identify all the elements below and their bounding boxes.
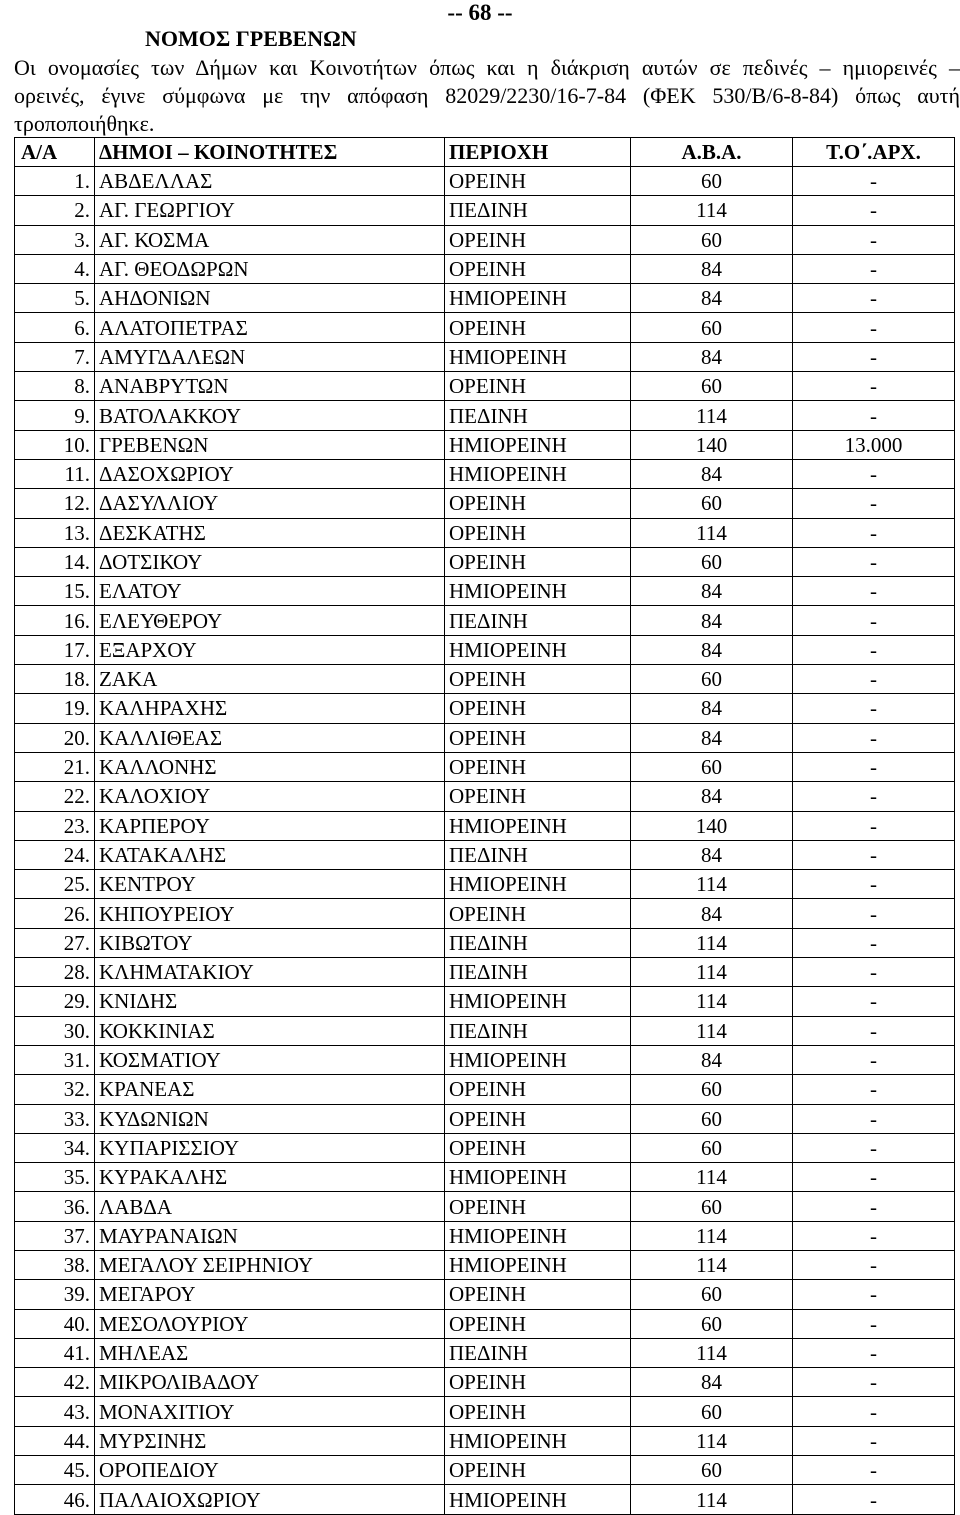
row-number: 34. <box>15 1133 95 1162</box>
toarch-value: - <box>793 489 955 518</box>
row-number: 19. <box>15 694 95 723</box>
area-type: ΟΡΕΙΝΗ <box>445 372 631 401</box>
aba-value: 60 <box>631 489 793 518</box>
area-type: ΟΡΕΙΝΗ <box>445 782 631 811</box>
area-type: ΟΡΕΙΝΗ <box>445 225 631 254</box>
municipality-name: ΑΒΔΕΛΛΑΣ <box>95 167 445 196</box>
municipality-name: ΒΑΤΟΛΑΚΚΟΥ <box>95 401 445 430</box>
municipality-name: ΖΑΚΑ <box>95 665 445 694</box>
aba-value: 114 <box>631 1426 793 1455</box>
aba-value: 60 <box>631 1192 793 1221</box>
toarch-value: - <box>793 313 955 342</box>
municipality-name: ΚΝΙΔΗΣ <box>95 987 445 1016</box>
area-type: ΟΡΕΙΝΗ <box>445 1368 631 1397</box>
intro-paragraph <box>14 54 960 138</box>
table-row <box>15 928 955 957</box>
row-number: 5. <box>15 284 95 313</box>
table-row <box>15 372 955 401</box>
page-number: -- 68 -- <box>447 0 513 25</box>
row-number: 22. <box>15 782 95 811</box>
toarch-value: - <box>793 723 955 752</box>
municipality-name: ΚΑΛΗΡΑΧΗΣ <box>95 694 445 723</box>
toarch-value: - <box>793 1163 955 1192</box>
table-row <box>15 987 955 1016</box>
area-type: ΠΕΔΙΝΗ <box>445 928 631 957</box>
header-area: ΠΕΡΙΟΧΗ <box>445 138 631 167</box>
row-number: 28. <box>15 958 95 987</box>
row-number: 3. <box>15 225 95 254</box>
row-number: 8. <box>15 372 95 401</box>
toarch-value: - <box>793 342 955 371</box>
aba-value: 114 <box>631 1016 793 1045</box>
area-type: ΟΡΕΙΝΗ <box>445 1075 631 1104</box>
table-row <box>15 811 955 840</box>
aba-value: 114 <box>631 958 793 987</box>
area-type: ΟΡΕΙΝΗ <box>445 1192 631 1221</box>
municipality-name: ΑΜΥΓΔΑΛΕΩΝ <box>95 342 445 371</box>
toarch-value: - <box>793 1016 955 1045</box>
municipality-name: ΔΟΤΣΙΚΟΥ <box>95 547 445 576</box>
area-type: ΠΕΔΙΝΗ <box>445 606 631 635</box>
row-number: 16. <box>15 606 95 635</box>
aba-value: 114 <box>631 401 793 430</box>
table-row <box>15 1309 955 1338</box>
table-row <box>15 1221 955 1250</box>
table-row <box>15 1250 955 1279</box>
table-row <box>15 899 955 928</box>
municipality-name: ΟΡΟΠΕΔΙΟΥ <box>95 1456 445 1485</box>
municipality-name: ΚΑΡΠΕΡΟΥ <box>95 811 445 840</box>
row-number: 29. <box>15 987 95 1016</box>
table-row <box>15 752 955 781</box>
toarch-value: - <box>793 899 955 928</box>
toarch-value: - <box>793 606 955 635</box>
area-type: ΟΡΕΙΝΗ <box>445 1104 631 1133</box>
row-number: 24. <box>15 840 95 869</box>
area-type: ΟΡΕΙΝΗ <box>445 489 631 518</box>
toarch-value: - <box>793 254 955 283</box>
area-type: ΟΡΕΙΝΗ <box>445 899 631 928</box>
toarch-value: - <box>793 196 955 225</box>
row-number: 10. <box>15 430 95 459</box>
aba-value: 84 <box>631 1045 793 1074</box>
aba-value: 60 <box>631 1309 793 1338</box>
toarch-value: - <box>793 1338 955 1367</box>
aba-value: 140 <box>631 811 793 840</box>
table-row <box>15 782 955 811</box>
table-row <box>15 1280 955 1309</box>
header-municipalities: ΔΗΜΟΙ – ΚΟΙΝΟΤΗΤΕΣ <box>95 138 445 167</box>
area-type: ΗΜΙΟΡΕΙΝΗ <box>445 1485 631 1514</box>
area-type: ΗΜΙΟΡΕΙΝΗ <box>445 1221 631 1250</box>
toarch-value: - <box>793 372 955 401</box>
aba-value: 60 <box>631 372 793 401</box>
area-type: ΠΕΔΙΝΗ <box>445 958 631 987</box>
aba-value: 84 <box>631 254 793 283</box>
aba-value: 60 <box>631 167 793 196</box>
aba-value: 60 <box>631 752 793 781</box>
aba-value: 114 <box>631 1338 793 1367</box>
aba-value: 114 <box>631 928 793 957</box>
row-number: 23. <box>15 811 95 840</box>
aba-value: 60 <box>631 1456 793 1485</box>
row-number: 4. <box>15 254 95 283</box>
row-number: 9. <box>15 401 95 430</box>
row-number: 42. <box>15 1368 95 1397</box>
toarch-value: - <box>793 1192 955 1221</box>
table-row <box>15 1045 955 1074</box>
table-row <box>15 1133 955 1162</box>
toarch-value: - <box>793 1133 955 1162</box>
area-type: ΗΜΙΟΡΕΙΝΗ <box>445 1250 631 1279</box>
municipality-name: ΜΕΣΟΛΟΥΡΙΟΥ <box>95 1309 445 1338</box>
toarch-value: - <box>793 840 955 869</box>
toarch-value: - <box>793 1280 955 1309</box>
header-aba: Α.Β.Α. <box>631 138 793 167</box>
area-type: ΗΜΙΟΡΕΙΝΗ <box>445 430 631 459</box>
row-number: 27. <box>15 928 95 957</box>
aba-value: 114 <box>631 196 793 225</box>
municipality-name: ΔΑΣΥΛΛΙΟΥ <box>95 489 445 518</box>
toarch-value: - <box>793 782 955 811</box>
aba-value: 84 <box>631 1368 793 1397</box>
municipality-name: ΜΙΚΡΟΛΙΒΑΔΟΥ <box>95 1368 445 1397</box>
table-row <box>15 635 955 664</box>
toarch-value: - <box>793 635 955 664</box>
row-number: 13. <box>15 518 95 547</box>
table-row <box>15 284 955 313</box>
area-type: ΗΜΙΟΡΕΙΝΗ <box>445 1426 631 1455</box>
area-type: ΟΡΕΙΝΗ <box>445 752 631 781</box>
municipality-name: ΜΗΛΕΑΣ <box>95 1338 445 1367</box>
table-row <box>15 665 955 694</box>
table-row <box>15 489 955 518</box>
table-row <box>15 694 955 723</box>
toarch-value: - <box>793 1368 955 1397</box>
table-row <box>15 342 955 371</box>
row-number: 36. <box>15 1192 95 1221</box>
area-type: ΟΡΕΙΝΗ <box>445 1280 631 1309</box>
area-type: ΗΜΙΟΡΕΙΝΗ <box>445 811 631 840</box>
aba-value: 60 <box>631 1280 793 1309</box>
table-row <box>15 518 955 547</box>
table-row <box>15 254 955 283</box>
area-type: ΟΡΕΙΝΗ <box>445 723 631 752</box>
aba-value: 84 <box>631 577 793 606</box>
aba-value: 60 <box>631 547 793 576</box>
toarch-value: - <box>793 1426 955 1455</box>
municipality-name: ΚΥΔΩΝΙΩΝ <box>95 1104 445 1133</box>
municipality-name: ΚΑΛΛΟΝΗΣ <box>95 752 445 781</box>
row-number: 31. <box>15 1045 95 1074</box>
municipality-name: ΚΑΤΑΚΑΛΗΣ <box>95 840 445 869</box>
municipality-name: ΛΑΒΔΑ <box>95 1192 445 1221</box>
municipality-name: ΑΓ. ΘΕΟΔΩΡΩΝ <box>95 254 445 283</box>
table-row <box>15 167 955 196</box>
row-number: 43. <box>15 1397 95 1426</box>
toarch-value: - <box>793 870 955 899</box>
row-number: 46. <box>15 1485 95 1514</box>
row-number: 11. <box>15 459 95 488</box>
municipality-name: ΓΡΕΒΕΝΩΝ <box>95 430 445 459</box>
row-number: 1. <box>15 167 95 196</box>
municipality-name: ΔΕΣΚΑΤΗΣ <box>95 518 445 547</box>
aba-value: 84 <box>631 723 793 752</box>
table-row <box>15 430 955 459</box>
aba-value: 114 <box>631 1221 793 1250</box>
row-number: 21. <box>15 752 95 781</box>
aba-value: 84 <box>631 459 793 488</box>
row-number: 35. <box>15 1163 95 1192</box>
table-row <box>15 1163 955 1192</box>
municipality-name: ΑΗΔΟΝΙΩΝ <box>95 284 445 313</box>
intro-line-3: τροποποιήθηκε. <box>14 111 155 136</box>
toarch-value: - <box>793 1397 955 1426</box>
municipality-name: ΚΙΒΩΤΟΥ <box>95 928 445 957</box>
municipality-name: ΚΡΑΝΕΑΣ <box>95 1075 445 1104</box>
area-type: ΟΡΕΙΝΗ <box>445 694 631 723</box>
area-type: ΠΕΔΙΝΗ <box>445 196 631 225</box>
municipality-name: ΜΕΓΑΛΟΥ ΣΕΙΡΗΝΙΟΥ <box>95 1250 445 1279</box>
municipality-name: ΚΛΗΜΑΤΑΚΙΟΥ <box>95 958 445 987</box>
toarch-value: - <box>793 1485 955 1514</box>
row-number: 12. <box>15 489 95 518</box>
table-row <box>15 840 955 869</box>
toarch-value: - <box>793 1221 955 1250</box>
toarch-value: - <box>793 811 955 840</box>
aba-value: 84 <box>631 342 793 371</box>
aba-value: 84 <box>631 694 793 723</box>
toarch-value: - <box>793 928 955 957</box>
table-body <box>15 138 955 1515</box>
row-number: 15. <box>15 577 95 606</box>
area-type: ΠΕΔΙΝΗ <box>445 401 631 430</box>
municipality-name: ΕΛΑΤΟΥ <box>95 577 445 606</box>
table-row <box>15 1368 955 1397</box>
toarch-value: - <box>793 167 955 196</box>
table-row <box>15 401 955 430</box>
area-type: ΟΡΕΙΝΗ <box>445 167 631 196</box>
toarch-value: - <box>793 577 955 606</box>
municipality-name: ΕΞΑΡΧΟΥ <box>95 635 445 664</box>
toarch-value: - <box>793 958 955 987</box>
toarch-value: 13.000 <box>793 430 955 459</box>
municipality-name: ΜΥΡΣΙΝΗΣ <box>95 1426 445 1455</box>
row-number: 30. <box>15 1016 95 1045</box>
municipality-name: ΑΝΑΒΡΥΤΩΝ <box>95 372 445 401</box>
aba-value: 60 <box>631 1104 793 1133</box>
aba-value: 60 <box>631 225 793 254</box>
table-row <box>15 1016 955 1045</box>
row-number: 39. <box>15 1280 95 1309</box>
area-type: ΗΜΙΟΡΕΙΝΗ <box>445 284 631 313</box>
area-type: ΗΜΙΟΡΕΙΝΗ <box>445 635 631 664</box>
toarch-value: - <box>793 1309 955 1338</box>
aba-value: 60 <box>631 1133 793 1162</box>
row-number: 45. <box>15 1456 95 1485</box>
aba-value: 84 <box>631 606 793 635</box>
area-type: ΗΜΙΟΡΕΙΝΗ <box>445 342 631 371</box>
aba-value: 84 <box>631 284 793 313</box>
municipality-name: ΚΕΝΤΡΟΥ <box>95 870 445 899</box>
area-type: ΟΡΕΙΝΗ <box>445 1456 631 1485</box>
area-type: ΗΜΙΟΡΕΙΝΗ <box>445 1163 631 1192</box>
toarch-value: - <box>793 1075 955 1104</box>
table-row <box>15 1456 955 1485</box>
municipality-name: ΑΓ. ΚΟΣΜΑ <box>95 225 445 254</box>
area-type: ΟΡΕΙΝΗ <box>445 518 631 547</box>
area-type: ΟΡΕΙΝΗ <box>445 1133 631 1162</box>
table-row <box>15 547 955 576</box>
table-row <box>15 313 955 342</box>
area-type: ΗΜΙΟΡΕΙΝΗ <box>445 577 631 606</box>
toarch-value: - <box>793 459 955 488</box>
municipality-name: ΜΟΝΑΧΙΤΙΟΥ <box>95 1397 445 1426</box>
prefecture-heading: ΝΟΜΟΣ ΓΡΕΒΕΝΩΝ <box>145 26 357 51</box>
row-number: 26. <box>15 899 95 928</box>
table-row <box>15 577 955 606</box>
municipality-name: ΚΑΛΛΙΘΕΑΣ <box>95 723 445 752</box>
row-number: 14. <box>15 547 95 576</box>
aba-value: 114 <box>631 1250 793 1279</box>
table-row <box>15 1192 955 1221</box>
table-row <box>15 1075 955 1104</box>
municipality-name: ΑΓ. ΓΕΩΡΓΙΟΥ <box>95 196 445 225</box>
header-toarch: Τ.Ο΄.ΑΡΧ. <box>793 138 955 167</box>
area-type: ΟΡΕΙΝΗ <box>445 1397 631 1426</box>
aba-value: 60 <box>631 1397 793 1426</box>
aba-value: 84 <box>631 840 793 869</box>
table-row <box>15 723 955 752</box>
row-number: 37. <box>15 1221 95 1250</box>
municipality-name: ΚΟΚΚΙΝΙΑΣ <box>95 1016 445 1045</box>
area-type: ΟΡΕΙΝΗ <box>445 254 631 283</box>
row-number: 33. <box>15 1104 95 1133</box>
aba-value: 114 <box>631 1485 793 1514</box>
aba-value: 114 <box>631 870 793 899</box>
table-header-row <box>15 138 955 167</box>
municipalities-table <box>14 137 955 1515</box>
row-number: 18. <box>15 665 95 694</box>
toarch-value: - <box>793 665 955 694</box>
toarch-value: - <box>793 1250 955 1279</box>
intro-line-2: ορεινές, έγινε σύμφωνα με την απόφαση 82029/2230/16-7-84 (ΦΕΚ 530/Β/6-8-84) όπως αυτή <box>14 83 960 108</box>
toarch-value: - <box>793 752 955 781</box>
toarch-value: - <box>793 1045 955 1074</box>
row-number: 40. <box>15 1309 95 1338</box>
aba-value: 60 <box>631 313 793 342</box>
municipality-name: ΕΛΕΥΘΕΡΟΥ <box>95 606 445 635</box>
aba-value: 84 <box>631 899 793 928</box>
area-type: ΗΜΙΟΡΕΙΝΗ <box>445 1045 631 1074</box>
area-type: ΗΜΙΟΡΕΙΝΗ <box>445 870 631 899</box>
toarch-value: - <box>793 401 955 430</box>
toarch-value: - <box>793 987 955 1016</box>
area-type: ΟΡΕΙΝΗ <box>445 313 631 342</box>
area-type: ΗΜΙΟΡΕΙΝΗ <box>445 987 631 1016</box>
table-row <box>15 1426 955 1455</box>
toarch-value: - <box>793 225 955 254</box>
row-number: 2. <box>15 196 95 225</box>
area-type: ΟΡΕΙΝΗ <box>445 665 631 694</box>
area-type: ΠΕΔΙΝΗ <box>445 1016 631 1045</box>
row-number: 17. <box>15 635 95 664</box>
header-aa: Α/Α <box>15 138 95 167</box>
table-row <box>15 225 955 254</box>
toarch-value: - <box>793 694 955 723</box>
municipality-name: ΚΗΠΟΥΡΕΙΟΥ <box>95 899 445 928</box>
row-number: 32. <box>15 1075 95 1104</box>
aba-value: 60 <box>631 665 793 694</box>
aba-value: 60 <box>631 1075 793 1104</box>
aba-value: 140 <box>631 430 793 459</box>
row-number: 25. <box>15 870 95 899</box>
row-number: 44. <box>15 1426 95 1455</box>
aba-value: 114 <box>631 518 793 547</box>
table-row <box>15 196 955 225</box>
table-row <box>15 1104 955 1133</box>
toarch-value: - <box>793 1104 955 1133</box>
municipality-name: ΜΕΓΑΡΟΥ <box>95 1280 445 1309</box>
toarch-value: - <box>793 518 955 547</box>
table-row <box>15 606 955 635</box>
aba-value: 114 <box>631 987 793 1016</box>
table-row <box>15 459 955 488</box>
row-number: 41. <box>15 1338 95 1367</box>
municipality-name: ΠΑΛΑΙΟΧΩΡΙΟΥ <box>95 1485 445 1514</box>
aba-value: 84 <box>631 635 793 664</box>
toarch-value: - <box>793 284 955 313</box>
toarch-value: - <box>793 547 955 576</box>
row-number: 6. <box>15 313 95 342</box>
row-number: 38. <box>15 1250 95 1279</box>
table-row <box>15 1338 955 1367</box>
area-type: ΠΕΔΙΝΗ <box>445 1338 631 1367</box>
municipality-name: ΚΟΣΜΑΤΙΟΥ <box>95 1045 445 1074</box>
table-row <box>15 958 955 987</box>
municipality-name: ΜΑΥΡΑΝΑΙΩΝ <box>95 1221 445 1250</box>
toarch-value: - <box>793 1456 955 1485</box>
aba-value: 84 <box>631 782 793 811</box>
table-row <box>15 870 955 899</box>
area-type: ΟΡΕΙΝΗ <box>445 1309 631 1338</box>
area-type: ΠΕΔΙΝΗ <box>445 840 631 869</box>
area-type: ΟΡΕΙΝΗ <box>445 547 631 576</box>
aba-value: 114 <box>631 1163 793 1192</box>
row-number: 20. <box>15 723 95 752</box>
municipality-name: ΚΑΛΟΧΙΟΥ <box>95 782 445 811</box>
area-type: ΗΜΙΟΡΕΙΝΗ <box>445 459 631 488</box>
intro-line-1: Οι ονομασίες των Δήμων και Κοινοτήτων όπως και η διάκριση αυτών σε πεδινές – ημιορεινές – <box>14 55 960 80</box>
municipality-name: ΚΥΠΑΡΙΣΣΙΟΥ <box>95 1133 445 1162</box>
row-number: 7. <box>15 342 95 371</box>
municipality-name: ΚΥΡΑΚΑΛΗΣ <box>95 1163 445 1192</box>
municipality-name: ΔΑΣΟΧΩΡΙΟΥ <box>95 459 445 488</box>
table-row <box>15 1397 955 1426</box>
municipality-name: ΑΛΑΤΟΠΕΤΡΑΣ <box>95 313 445 342</box>
